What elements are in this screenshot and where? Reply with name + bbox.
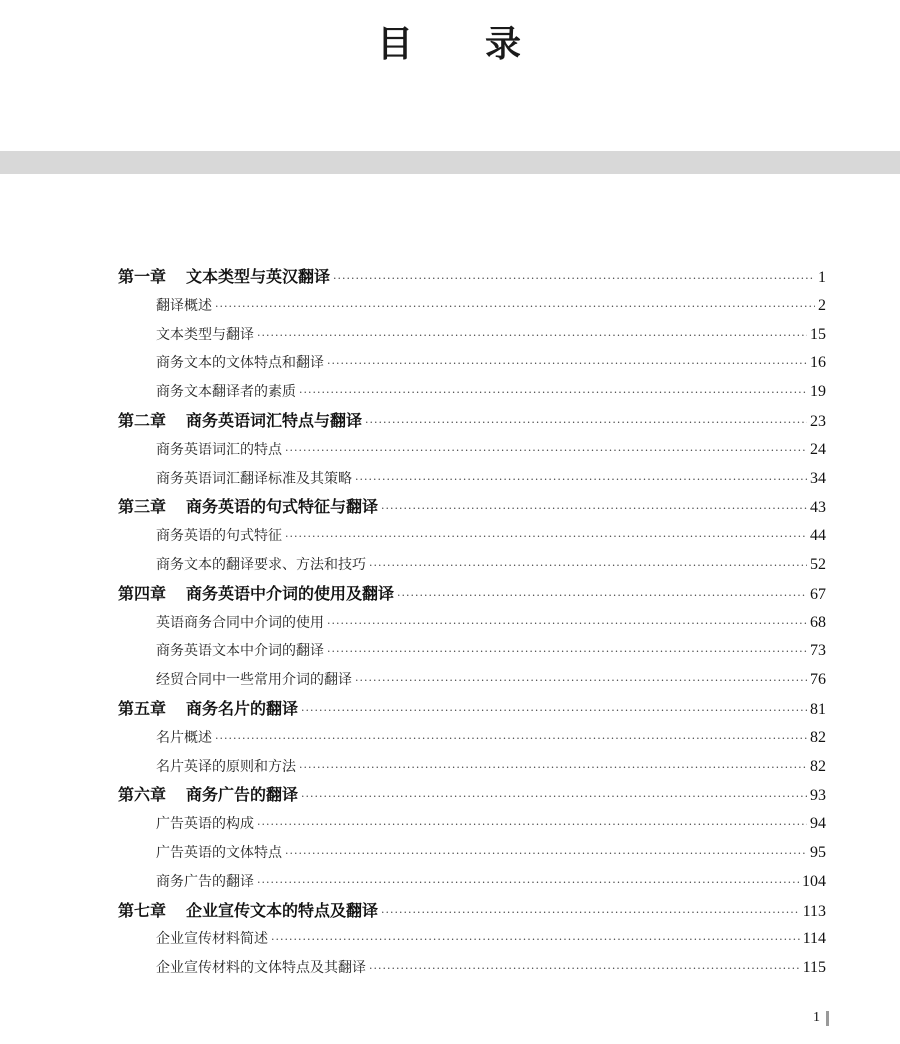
section-title: 名片概述: [156, 729, 212, 746]
toc-section-entry[interactable]: [118, 551, 826, 580]
section-title: 商务文本翻译者的素质: [156, 384, 296, 401]
header-band: [0, 151, 900, 174]
toc-section-entry[interactable]: [118, 925, 826, 954]
dot-leader: [285, 523, 807, 552]
chapter-title: 商务英语中介词的使用及翻译: [186, 583, 395, 603]
table-of-contents: [118, 263, 826, 983]
page-title: [0, 22, 900, 68]
chapter-title: 商务名片的翻译: [186, 698, 299, 718]
dot-leader: [365, 409, 807, 438]
toc-section-entry[interactable]: [118, 436, 826, 465]
dot-leader: [215, 725, 807, 754]
toc-section-entry[interactable]: [118, 666, 826, 695]
toc-section-entry[interactable]: [118, 637, 826, 666]
toc-section-entry[interactable]: [118, 954, 826, 983]
toc-chapter-entry[interactable]: [118, 781, 826, 810]
chapter-title: 企业宣传文本的特点及翻译: [186, 900, 379, 920]
toc-section-entry[interactable]: [118, 378, 826, 407]
toc-section-entry[interactable]: [118, 609, 826, 638]
section-page-number: 114: [802, 930, 826, 948]
dot-leader: [333, 265, 815, 294]
dot-leader: [257, 322, 807, 351]
toc-section-entry[interactable]: [118, 810, 826, 839]
section-title: 经贸合同中一些常用介词的翻译: [156, 672, 352, 689]
section-page-number: 82: [810, 728, 826, 746]
chapter-page-number: 23: [810, 412, 826, 430]
toc-chapter-entry[interactable]: [118, 897, 826, 926]
toc-section-entry[interactable]: [118, 292, 826, 321]
dot-leader: [285, 840, 807, 869]
section-title: 广告英语的构成: [156, 816, 254, 833]
dot-leader: [215, 293, 815, 322]
dot-leader: [285, 437, 807, 466]
toc-section-entry[interactable]: [118, 839, 826, 868]
chapter-number: 第六章: [118, 785, 167, 805]
toc-chapter-entry[interactable]: [118, 493, 826, 522]
toc-chapter-entry[interactable]: [118, 263, 826, 292]
section-page-number: 19: [810, 383, 826, 401]
chapter-page-number: 81: [810, 700, 826, 718]
dot-leader: [257, 811, 807, 840]
chapter-page-number: 43: [810, 499, 826, 517]
toc-section-entry[interactable]: [118, 724, 826, 753]
chapter-page-number: 93: [810, 787, 826, 805]
section-page-number: 104: [802, 872, 826, 890]
page-number: 1: [813, 1010, 820, 1025]
section-page-number: 73: [810, 642, 826, 660]
toc-section-entry[interactable]: [118, 753, 826, 782]
page-title-char-2: 录: [485, 24, 524, 65]
dot-leader: [299, 379, 807, 408]
page-title-char-1: 目: [376, 24, 415, 65]
chapter-number: 第五章: [118, 698, 167, 718]
dot-leader: [271, 926, 800, 955]
section-page-number: 68: [810, 613, 826, 631]
chapter-number: 第三章: [118, 497, 167, 517]
section-title: 商务英语词汇的特点: [156, 441, 282, 458]
toc-chapter-entry[interactable]: [118, 407, 826, 436]
dot-leader: [381, 899, 800, 928]
chapter-page-number: 67: [810, 585, 826, 603]
toc-chapter-entry[interactable]: [118, 695, 826, 724]
section-page-number: 15: [810, 325, 826, 343]
section-page-number: 95: [810, 843, 826, 861]
dot-leader: [327, 610, 807, 639]
section-title: 文本类型与翻译: [156, 326, 254, 343]
section-page-number: 24: [810, 440, 826, 458]
section-page-number: 94: [810, 815, 826, 833]
dot-leader: [327, 350, 807, 379]
chapter-title: 商务英语的句式特征与翻译: [186, 497, 379, 517]
chapter-title: 文本类型与英汉翻译: [186, 267, 331, 286]
section-page-number: 2: [818, 296, 826, 314]
dot-leader: [301, 783, 807, 812]
dot-leader: [381, 495, 807, 524]
toc-section-entry[interactable]: [118, 868, 826, 897]
section-title: 翻译概述: [156, 297, 212, 314]
section-title: 商务英语的句式特征: [156, 528, 282, 545]
section-page-number: 16: [810, 354, 826, 372]
toc-chapter-entry[interactable]: [118, 580, 826, 609]
dot-leader: [355, 667, 807, 696]
dot-leader: [257, 869, 799, 898]
section-title: 商务广告的翻译: [156, 873, 254, 890]
page-number-marker: [826, 1011, 829, 1026]
dot-leader: [327, 638, 807, 667]
chapter-page-number: 113: [802, 902, 826, 920]
section-title: 广告英语的文体特点: [156, 844, 282, 861]
section-title: 企业宣传材料简述: [156, 931, 268, 948]
section-title: 商务文本的翻译要求、方法和技巧: [156, 556, 366, 573]
dot-leader: [369, 955, 800, 984]
chapter-number: 第四章: [118, 583, 167, 603]
section-title: 商务英语文本中介词的翻译: [156, 643, 324, 660]
section-title: 商务文本的文体特点和翻译: [156, 355, 324, 372]
dot-leader: [397, 582, 807, 611]
section-title: 商务英语词汇翻译标准及其策略: [156, 470, 352, 487]
section-page-number: 76: [810, 671, 826, 689]
chapter-number: 第二章: [118, 410, 167, 430]
chapter-title: 商务英语词汇特点与翻译: [186, 410, 363, 430]
toc-section-entry[interactable]: [118, 321, 826, 350]
dot-leader: [355, 466, 807, 495]
toc-section-entry[interactable]: [118, 465, 826, 494]
chapter-number: 第一章: [118, 267, 167, 286]
section-title: 英语商务合同中介词的使用: [156, 614, 324, 631]
section-page-number: 115: [802, 959, 826, 977]
section-page-number: 34: [810, 469, 826, 487]
dot-leader: [299, 754, 807, 783]
chapter-title: 商务广告的翻译: [186, 785, 299, 805]
section-page-number: 82: [810, 757, 826, 775]
dot-leader: [301, 697, 807, 726]
toc-section-entry[interactable]: [118, 522, 826, 551]
toc-section-entry[interactable]: [118, 349, 826, 378]
section-page-number: 44: [810, 527, 826, 545]
chapter-number: 第七章: [118, 900, 167, 920]
section-page-number: 52: [810, 555, 826, 573]
section-title: 名片英译的原则和方法: [156, 758, 296, 775]
dot-leader: [369, 552, 807, 581]
section-title: 企业宣传材料的文体特点及其翻译: [156, 960, 366, 977]
chapter-page-number: 1: [818, 269, 826, 286]
